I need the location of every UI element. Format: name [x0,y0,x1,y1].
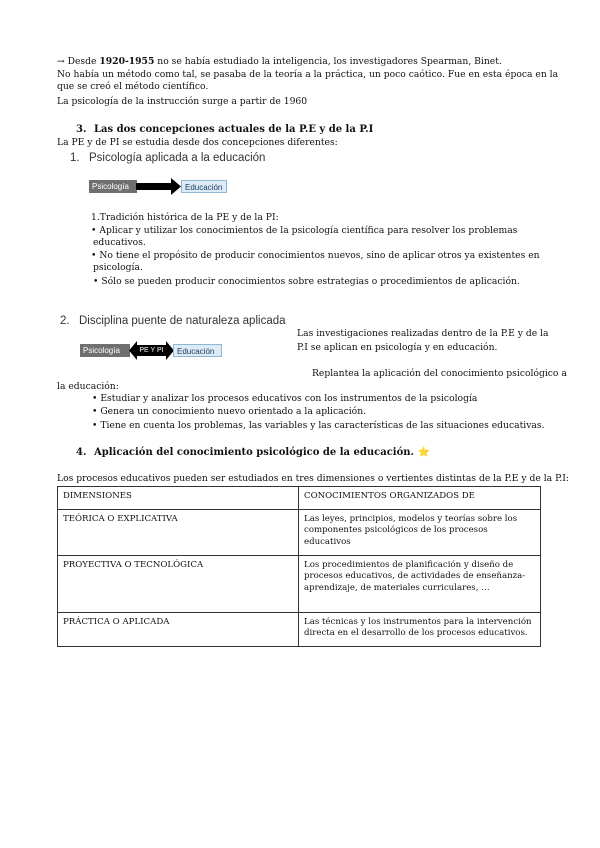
block2-bullet-2-text: Genera un conocimiento nuevo orientado a la aplicación. [100,406,367,417]
intro-line-2: No había un método como tal, se pasaba de la teoría a la práctica, un poco caótico. Fue en esta época en la [57,69,559,80]
block1-line-2: educativos. [93,237,146,248]
section3-number: 3. [76,124,87,135]
section3-subtitle: La PE y de PI se estudia desde dos concepciones diferentes: [57,137,338,148]
table-cell-dimension: PRÁCTICA O APLICADA [58,612,299,646]
item1-title: Psicología aplicada a la educación [89,152,266,164]
block2-bullet-3-text: Tiene en cuenta los problemas, las variables y las características de las situaciones educativas. [100,420,545,431]
table-cell-knowledge: Las técnicas y los instrumentos para la intervención directa en el desarrollo de los procesos educativos. [299,612,541,646]
block2-bullet-1: • Estudiar y analizar los procesos educativos con los instrumentos de la psicología [92,393,478,404]
dimensions-table [57,486,541,647]
intro-prefix: → Desde [57,56,100,67]
diagram2-middle-label: PE Y PI [139,347,164,354]
table-header-cell: DIMENSIONES [58,487,299,510]
block1-line-4: psicología. [93,262,143,273]
table-cell-dimension: PROYECTIVA O TECNOLÓGICA [58,555,299,612]
block2-right-line-1: Las investigaciones realizadas dentro de la P.E y de la [297,328,549,339]
intro-line-1 [57,56,502,69]
table-cell-knowledge: Las leyes, principios, modelos y teorías sobre los componentes psicológicos de los procesos educativos [299,509,541,555]
table-row [58,509,541,555]
intro-suffix: no se había estudiado la inteligencia, los investigadores Spearman, Binet. [154,56,502,67]
table-row [58,555,541,612]
diagram2-educacion-box: Educación [173,344,222,357]
block2-bullet-3: • Tiene en cuenta los problemas, las variables y las características de las situaciones educativas. [92,420,545,431]
block1-line-3: • No tiene el propósito de producir conocimientos nuevos, sino de aplicar otros ya existentes en [91,250,540,261]
item2-number: 2. [60,315,70,327]
star-icon: ⭐ [417,447,430,458]
block2-bullet-1-text: Estudiar y analizar los procesos educativos con los instrumentos de la psicología [100,393,478,404]
item2-title: Disciplina puente de naturaleza aplicada [79,315,286,327]
item1-number: 1. [70,152,80,164]
section3-title: Las dos concepciones actuales de la P.E y de la P.I [94,124,374,135]
arrow-right-icon [136,178,182,195]
section4-intro: Los procesos educativos pueden ser estudiados en tres dimensiones o vertientes distintas de la P.E y de la P.I: [57,473,570,484]
diagram1-psicologia-box: Psicología [89,180,137,193]
section4-title-text: Aplicación del conocimiento psicológico de la educación. [94,447,415,458]
section4-title [94,447,430,460]
section4-number: 4. [76,447,87,458]
block2-left-line: la educación: [57,381,119,392]
intro-line-4: La psicología de la instrucción surge a partir de 1960 [57,96,308,107]
intro-years: 1920-1955 [99,56,155,67]
block1-title: 1.Tradición histórica de la PE y de la PI: [91,212,279,223]
block2-right-line-2: P.I se aplican en psicología y en educación. [297,342,498,353]
table-cell-knowledge: Los procedimientos de planificación y diseño de procesos educativos, de actividades de enseñanza-aprendizaje, de materiales curriculares, … [299,555,541,612]
diagram1-educacion-box: Educación [181,180,227,193]
intro-line-3: que se creó el método científico. [57,81,209,92]
block2-bullet-2: • Genera un conocimiento nuevo orientado a la aplicación. [92,406,367,417]
table-header-row [58,487,541,510]
block2-right-line-3: Replantea la aplicación del conocimiento psicológico a [312,368,567,379]
table-cell-dimension: TEÓRICA O EXPLICATIVA [58,509,299,555]
block1-line-1: • Aplicar y utilizar los conocimientos de la psicología científica para resolver los problemas [91,225,518,236]
table-row [58,612,541,646]
diagram2-psicologia-box: Psicología [80,344,130,357]
table-header-cell: CONOCIMIENTOS ORGANIZADOS DE [299,487,541,510]
block1-line-5: • Sólo se pueden producir conocimientos sobre estrategias o procedimientos de aplicación. [93,276,520,287]
